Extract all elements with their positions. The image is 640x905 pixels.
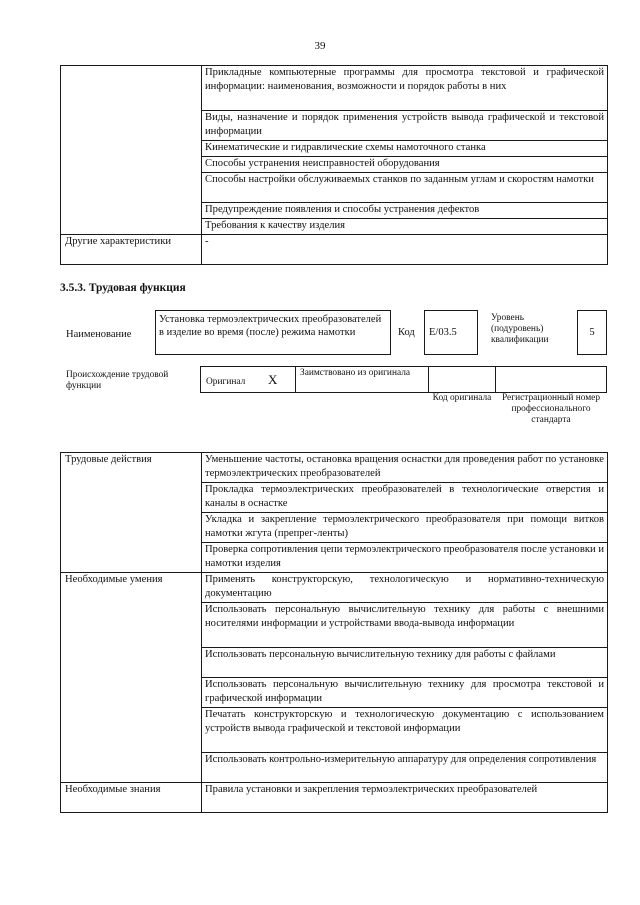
skill-item: Использовать персональную вычислительную технику для просмотра текстовой и графической информации xyxy=(202,678,608,708)
origin-label: Происхождение трудовой функции xyxy=(66,370,169,391)
labor-action-item: Проверка сопротивления цепи термоэлектрического преобразователя после установки и намотки изделия xyxy=(202,543,608,573)
knowledge-item: Способы устранения неисправностей оборудования xyxy=(202,157,608,173)
knowledge-item: Предупреждение появления и способы устранения дефектов xyxy=(202,203,608,219)
function-name-box xyxy=(155,310,391,355)
skill-item: Печатать конструкторскую и технологическую документацию с использованием устройств вывода графической и текстовой информации xyxy=(202,708,608,753)
empty-label-cell xyxy=(61,66,202,235)
level-label: Уровень (подуровень) квалификации xyxy=(491,313,549,345)
name-label: Наименование xyxy=(66,329,132,340)
skill-item: Использовать персональную вычислительную технику для работы с файлами xyxy=(202,648,608,678)
skill-item: Использовать контрольно-измерительную аппаратуру для определения сопротивления xyxy=(202,753,608,783)
other-characteristics-value: - xyxy=(202,235,608,265)
code-box xyxy=(424,310,478,355)
table-row xyxy=(61,453,608,483)
original-label: Оригинал xyxy=(206,377,246,387)
table-row xyxy=(61,66,608,111)
skill-item: Использовать персональную вычислительную технику для работы с внешними носителями информации и устройствами ввода-вывода информации xyxy=(202,603,608,648)
level-box xyxy=(577,310,607,355)
code-value: E/03.5 xyxy=(429,327,457,338)
knowledge-item: Прикладные компьютерные программы для просмотра текстовой и графической информации: наименования, возможности и порядок работы в них xyxy=(202,66,608,111)
original-mark: X xyxy=(268,372,278,387)
labor-function-table xyxy=(60,452,608,813)
reg-number-label: Регистрационный номер профессионального стандарта xyxy=(501,393,601,425)
reg-number-cell xyxy=(495,366,607,393)
other-characteristics-label: Другие характеристики xyxy=(61,235,202,265)
borrowed-label: Заимствовано из оригинала xyxy=(300,368,411,378)
knowledge-item: Кинематические и гидравлические схемы намоточного станка xyxy=(202,141,608,157)
knowledge-item: Виды, назначение и порядок применения устройств вывода графической и текстовой информации xyxy=(202,111,608,141)
table-row xyxy=(61,235,608,265)
section-title: 3.5.3. Трудовая функция xyxy=(60,282,186,294)
labor-action-item: Прокладка термоэлектрических преобразователей в технологические отверстия и каналы в оснастке xyxy=(202,483,608,513)
group-label: Необходимые умения xyxy=(61,573,202,783)
skill-item: Применять конструкторскую, технологическую и нормативно-техническую документацию xyxy=(202,573,608,603)
borrowed-cell xyxy=(295,366,429,393)
knowledge-item: Правила установки и закрепления термоэлектрических преобразователей xyxy=(202,783,608,813)
group-label: Трудовые действия xyxy=(61,453,202,573)
original-code-cell xyxy=(428,366,496,393)
top-knowledge-table xyxy=(60,65,608,265)
table-row xyxy=(61,573,608,603)
group-label: Необходимые знания xyxy=(61,783,202,813)
knowledge-item: Требования к качеству изделия xyxy=(202,219,608,235)
page-number: 39 xyxy=(314,40,326,52)
code-original-label: Код оригинала xyxy=(432,393,492,403)
labor-action-item: Уменьшение частоты, остановка вращения оснастки для проведения работ по установке термоэлектрических преобразователей xyxy=(202,453,608,483)
function-name-value: Установка термоэлектрических преобразователей в изделие во время (после) режима намотки xyxy=(159,314,382,338)
code-label: Код xyxy=(398,327,415,338)
original-cell xyxy=(200,366,296,393)
labor-action-item: Укладка и закрепление термоэлектрического преобразователя при помощи витков намотки жгута (препрег-ленты) xyxy=(202,513,608,543)
knowledge-item: Способы настройки обслуживаемых станков по заданным углам и скоростям намотки xyxy=(202,173,608,203)
table-row xyxy=(61,783,608,813)
level-value: 5 xyxy=(589,327,595,338)
